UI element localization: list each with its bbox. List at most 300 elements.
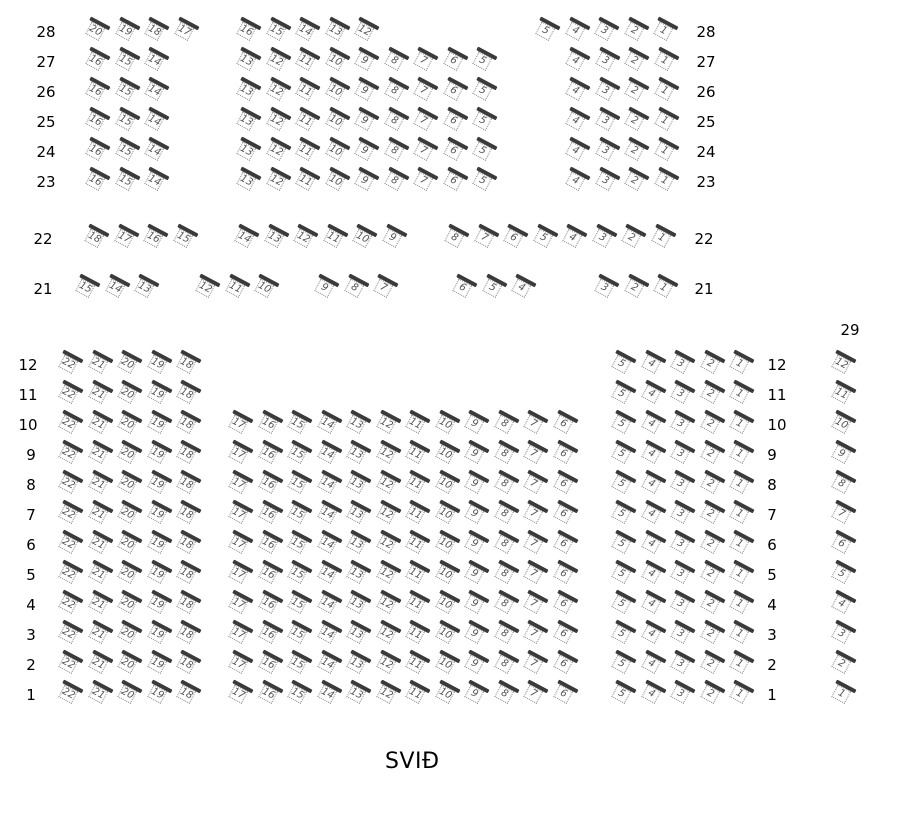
seat[interactable] <box>608 439 638 469</box>
seat[interactable] <box>349 223 379 253</box>
seat[interactable] <box>173 589 203 619</box>
seat[interactable] <box>284 619 314 649</box>
seat[interactable] <box>621 273 651 303</box>
seat[interactable] <box>233 106 263 136</box>
seat[interactable] <box>55 619 85 649</box>
seat[interactable] <box>114 649 144 679</box>
seat[interactable] <box>469 46 499 76</box>
seat[interactable] <box>381 106 411 136</box>
seat[interactable] <box>432 469 462 499</box>
seat[interactable] <box>638 439 668 469</box>
seat[interactable] <box>562 166 592 196</box>
seat[interactable] <box>402 679 432 709</box>
seat[interactable] <box>638 619 668 649</box>
seat[interactable] <box>255 649 285 679</box>
seat[interactable] <box>144 499 174 529</box>
seat[interactable] <box>449 273 479 303</box>
seat[interactable] <box>432 439 462 469</box>
seat[interactable] <box>402 559 432 589</box>
seat[interactable] <box>173 349 203 379</box>
seat[interactable] <box>440 76 470 106</box>
seat[interactable] <box>461 559 491 589</box>
seat[interactable] <box>697 559 727 589</box>
seat[interactable] <box>638 649 668 679</box>
seat[interactable] <box>608 529 638 559</box>
seat[interactable] <box>263 106 293 136</box>
seat[interactable] <box>141 16 171 46</box>
seat[interactable] <box>608 679 638 709</box>
seat[interactable] <box>508 273 538 303</box>
seat[interactable] <box>559 223 589 253</box>
seat[interactable] <box>233 16 263 46</box>
seat[interactable] <box>608 559 638 589</box>
seat[interactable] <box>828 439 858 469</box>
seat[interactable] <box>141 76 171 106</box>
seat[interactable] <box>591 273 621 303</box>
seat[interactable] <box>500 223 530 253</box>
seat[interactable] <box>402 589 432 619</box>
seat[interactable] <box>461 679 491 709</box>
seat[interactable] <box>608 409 638 439</box>
seat[interactable] <box>532 16 562 46</box>
seat[interactable] <box>828 589 858 619</box>
seat[interactable] <box>314 619 344 649</box>
seat[interactable] <box>114 499 144 529</box>
seat[interactable] <box>667 379 697 409</box>
seat[interactable] <box>322 46 352 76</box>
seat[interactable] <box>114 619 144 649</box>
seat[interactable] <box>255 559 285 589</box>
seat[interactable] <box>432 409 462 439</box>
seat[interactable] <box>173 439 203 469</box>
seat[interactable] <box>828 679 858 709</box>
seat[interactable] <box>373 499 403 529</box>
seat[interactable] <box>461 409 491 439</box>
seat[interactable] <box>410 106 440 136</box>
seat[interactable] <box>440 46 470 76</box>
seat[interactable] <box>292 136 322 166</box>
seat[interactable] <box>173 379 203 409</box>
seat[interactable] <box>638 559 668 589</box>
seat[interactable] <box>402 499 432 529</box>
seat[interactable] <box>638 529 668 559</box>
seat[interactable] <box>550 619 580 649</box>
seat[interactable] <box>263 136 293 166</box>
seat[interactable] <box>85 679 115 709</box>
seat[interactable] <box>255 589 285 619</box>
seat[interactable] <box>255 679 285 709</box>
seat[interactable] <box>608 649 638 679</box>
seat[interactable] <box>381 136 411 166</box>
seat[interactable] <box>225 439 255 469</box>
seat[interactable] <box>314 439 344 469</box>
seat[interactable] <box>233 46 263 76</box>
seat[interactable] <box>55 529 85 559</box>
seat[interactable] <box>608 349 638 379</box>
seat[interactable] <box>284 439 314 469</box>
seat[interactable] <box>726 349 756 379</box>
seat[interactable] <box>292 16 322 46</box>
seat[interactable] <box>461 619 491 649</box>
seat[interactable] <box>491 559 521 589</box>
seat[interactable] <box>461 499 491 529</box>
seat[interactable] <box>55 499 85 529</box>
seat[interactable] <box>284 529 314 559</box>
seat[interactable] <box>726 679 756 709</box>
seat[interactable] <box>402 649 432 679</box>
seat[interactable] <box>284 409 314 439</box>
seat[interactable] <box>562 46 592 76</box>
seat[interactable] <box>370 273 400 303</box>
seat[interactable] <box>648 223 678 253</box>
seat[interactable] <box>114 439 144 469</box>
seat[interactable] <box>55 349 85 379</box>
seat[interactable] <box>314 649 344 679</box>
seat[interactable] <box>225 649 255 679</box>
seat[interactable] <box>55 409 85 439</box>
seat[interactable] <box>351 76 381 106</box>
seat[interactable] <box>112 166 142 196</box>
seat[interactable] <box>461 589 491 619</box>
seat[interactable] <box>292 46 322 76</box>
seat[interactable] <box>114 409 144 439</box>
seat[interactable] <box>284 649 314 679</box>
seat[interactable] <box>225 499 255 529</box>
seat[interactable] <box>432 679 462 709</box>
seat[interactable] <box>432 529 462 559</box>
seat[interactable] <box>697 349 727 379</box>
seat[interactable] <box>440 166 470 196</box>
seat[interactable] <box>314 469 344 499</box>
seat[interactable] <box>461 529 491 559</box>
seat[interactable] <box>697 439 727 469</box>
seat[interactable] <box>55 379 85 409</box>
seat[interactable] <box>469 166 499 196</box>
seat[interactable] <box>114 559 144 589</box>
seat[interactable] <box>491 589 521 619</box>
seat[interactable] <box>144 619 174 649</box>
seat[interactable] <box>726 499 756 529</box>
seat[interactable] <box>667 349 697 379</box>
seat[interactable] <box>621 166 651 196</box>
seat[interactable] <box>440 136 470 166</box>
seat[interactable] <box>373 619 403 649</box>
seat[interactable] <box>284 469 314 499</box>
seat[interactable] <box>432 589 462 619</box>
seat[interactable] <box>81 223 111 253</box>
seat[interactable] <box>72 273 102 303</box>
seat[interactable] <box>144 349 174 379</box>
seat[interactable] <box>520 589 550 619</box>
seat[interactable] <box>114 349 144 379</box>
seat[interactable] <box>638 499 668 529</box>
seat[interactable] <box>343 499 373 529</box>
seat[interactable] <box>726 619 756 649</box>
seat[interactable] <box>311 273 341 303</box>
seat[interactable] <box>144 469 174 499</box>
seat[interactable] <box>520 409 550 439</box>
seat[interactable] <box>667 619 697 649</box>
seat[interactable] <box>402 529 432 559</box>
seat[interactable] <box>351 46 381 76</box>
seat[interactable] <box>55 439 85 469</box>
seat[interactable] <box>55 679 85 709</box>
seat[interactable] <box>55 559 85 589</box>
seat[interactable] <box>667 409 697 439</box>
seat[interactable] <box>667 649 697 679</box>
seat[interactable] <box>491 499 521 529</box>
seat[interactable] <box>520 649 550 679</box>
seat[interactable] <box>608 619 638 649</box>
seat[interactable] <box>343 679 373 709</box>
seat[interactable] <box>651 136 681 166</box>
seat[interactable] <box>85 559 115 589</box>
seat[interactable] <box>82 76 112 106</box>
seat[interactable] <box>461 439 491 469</box>
seat[interactable] <box>469 76 499 106</box>
seat[interactable] <box>85 349 115 379</box>
seat[interactable] <box>667 589 697 619</box>
seat[interactable] <box>373 649 403 679</box>
seat[interactable] <box>85 649 115 679</box>
seat[interactable] <box>263 16 293 46</box>
seat[interactable] <box>441 223 471 253</box>
seat[interactable] <box>520 679 550 709</box>
seat[interactable] <box>828 559 858 589</box>
seat[interactable] <box>410 46 440 76</box>
seat[interactable] <box>432 499 462 529</box>
seat[interactable] <box>351 166 381 196</box>
seat[interactable] <box>292 76 322 106</box>
seat[interactable] <box>726 529 756 559</box>
seat[interactable] <box>144 379 174 409</box>
seat[interactable] <box>592 136 622 166</box>
seat[interactable] <box>225 559 255 589</box>
seat[interactable] <box>233 136 263 166</box>
seat[interactable] <box>650 16 680 46</box>
seat[interactable] <box>461 649 491 679</box>
seat[interactable] <box>608 379 638 409</box>
seat[interactable] <box>173 559 203 589</box>
seat[interactable] <box>530 223 560 253</box>
seat[interactable] <box>112 136 142 166</box>
seat[interactable] <box>173 469 203 499</box>
seat[interactable] <box>608 469 638 499</box>
seat[interactable] <box>638 679 668 709</box>
seat[interactable] <box>828 409 858 439</box>
seat[interactable] <box>638 379 668 409</box>
seat[interactable] <box>351 106 381 136</box>
seat[interactable] <box>114 469 144 499</box>
seat[interactable] <box>343 469 373 499</box>
seat[interactable] <box>381 166 411 196</box>
seat[interactable] <box>111 223 141 253</box>
seat[interactable] <box>651 106 681 136</box>
seat[interactable] <box>112 46 142 76</box>
seat[interactable] <box>290 223 320 253</box>
seat[interactable] <box>432 619 462 649</box>
seat[interactable] <box>469 106 499 136</box>
seat[interactable] <box>314 589 344 619</box>
seat[interactable] <box>373 589 403 619</box>
seat[interactable] <box>697 379 727 409</box>
seat[interactable] <box>192 273 222 303</box>
seat[interactable] <box>562 136 592 166</box>
seat[interactable] <box>697 499 727 529</box>
seat[interactable] <box>263 166 293 196</box>
seat[interactable] <box>255 619 285 649</box>
seat[interactable] <box>141 106 171 136</box>
seat[interactable] <box>410 136 440 166</box>
seat[interactable] <box>651 46 681 76</box>
seat[interactable] <box>491 529 521 559</box>
seat[interactable] <box>255 409 285 439</box>
seat[interactable] <box>251 273 281 303</box>
seat[interactable] <box>373 469 403 499</box>
seat[interactable] <box>562 106 592 136</box>
seat[interactable] <box>131 273 161 303</box>
seat[interactable] <box>112 16 142 46</box>
seat[interactable] <box>231 223 261 253</box>
seat[interactable] <box>591 16 621 46</box>
seat[interactable] <box>621 76 651 106</box>
seat[interactable] <box>379 223 409 253</box>
seat[interactable] <box>144 409 174 439</box>
seat[interactable] <box>141 46 171 76</box>
seat[interactable] <box>233 76 263 106</box>
seat[interactable] <box>550 679 580 709</box>
seat[interactable] <box>828 619 858 649</box>
seat[interactable] <box>638 469 668 499</box>
seat[interactable] <box>621 136 651 166</box>
seat[interactable] <box>85 529 115 559</box>
seat[interactable] <box>651 166 681 196</box>
seat[interactable] <box>114 679 144 709</box>
seat[interactable] <box>432 559 462 589</box>
seat[interactable] <box>638 409 668 439</box>
seat[interactable] <box>55 649 85 679</box>
seat[interactable] <box>343 589 373 619</box>
seat[interactable] <box>284 499 314 529</box>
seat[interactable] <box>173 409 203 439</box>
seat[interactable] <box>726 409 756 439</box>
seat[interactable] <box>550 529 580 559</box>
seat[interactable] <box>255 499 285 529</box>
seat[interactable] <box>550 409 580 439</box>
seat[interactable] <box>255 439 285 469</box>
seat[interactable] <box>55 469 85 499</box>
seat[interactable] <box>828 649 858 679</box>
seat[interactable] <box>410 76 440 106</box>
seat[interactable] <box>592 106 622 136</box>
seat[interactable] <box>432 649 462 679</box>
seat[interactable] <box>638 349 668 379</box>
seat[interactable] <box>85 469 115 499</box>
seat[interactable] <box>141 166 171 196</box>
seat[interactable] <box>82 166 112 196</box>
seat[interactable] <box>621 46 651 76</box>
seat[interactable] <box>410 166 440 196</box>
seat[interactable] <box>284 589 314 619</box>
seat[interactable] <box>343 559 373 589</box>
seat[interactable] <box>322 76 352 106</box>
seat[interactable] <box>550 469 580 499</box>
seat[interactable] <box>82 106 112 136</box>
seat[interactable] <box>85 379 115 409</box>
seat[interactable] <box>255 529 285 559</box>
seat[interactable] <box>373 559 403 589</box>
seat[interactable] <box>638 589 668 619</box>
seat[interactable] <box>341 273 371 303</box>
seat[interactable] <box>173 649 203 679</box>
seat[interactable] <box>828 499 858 529</box>
seat[interactable] <box>608 589 638 619</box>
seat[interactable] <box>402 469 432 499</box>
seat[interactable] <box>697 619 727 649</box>
seat[interactable] <box>520 619 550 649</box>
seat[interactable] <box>726 379 756 409</box>
seat[interactable] <box>284 559 314 589</box>
seat[interactable] <box>697 469 727 499</box>
seat[interactable] <box>621 106 651 136</box>
seat[interactable] <box>114 529 144 559</box>
seat[interactable] <box>144 439 174 469</box>
seat[interactable] <box>284 679 314 709</box>
seat[interactable] <box>726 469 756 499</box>
seat[interactable] <box>225 529 255 559</box>
seat[interactable] <box>726 559 756 589</box>
seat[interactable] <box>314 529 344 559</box>
seat[interactable] <box>471 223 501 253</box>
seat[interactable] <box>263 46 293 76</box>
seat[interactable] <box>461 469 491 499</box>
seat[interactable] <box>55 589 85 619</box>
seat[interactable] <box>592 46 622 76</box>
seat[interactable] <box>697 529 727 559</box>
seat[interactable] <box>373 409 403 439</box>
seat[interactable] <box>402 619 432 649</box>
seat[interactable] <box>85 409 115 439</box>
seat[interactable] <box>144 679 174 709</box>
seat[interactable] <box>550 559 580 589</box>
seat[interactable] <box>667 559 697 589</box>
seat[interactable] <box>373 529 403 559</box>
seat[interactable] <box>114 379 144 409</box>
seat[interactable] <box>102 273 132 303</box>
seat[interactable] <box>343 409 373 439</box>
seat[interactable] <box>608 499 638 529</box>
seat[interactable] <box>173 619 203 649</box>
seat[interactable] <box>141 136 171 166</box>
seat[interactable] <box>592 76 622 106</box>
seat[interactable] <box>697 589 727 619</box>
seat[interactable] <box>225 619 255 649</box>
seat[interactable] <box>322 166 352 196</box>
seat[interactable] <box>343 439 373 469</box>
seat[interactable] <box>726 649 756 679</box>
seat[interactable] <box>402 409 432 439</box>
seat[interactable] <box>85 589 115 619</box>
seat[interactable] <box>651 76 681 106</box>
seat[interactable] <box>170 223 200 253</box>
seat[interactable] <box>343 529 373 559</box>
seat[interactable] <box>550 649 580 679</box>
seat[interactable] <box>343 649 373 679</box>
seat[interactable] <box>112 106 142 136</box>
seat[interactable] <box>173 529 203 559</box>
seat[interactable] <box>171 16 201 46</box>
seat[interactable] <box>292 106 322 136</box>
